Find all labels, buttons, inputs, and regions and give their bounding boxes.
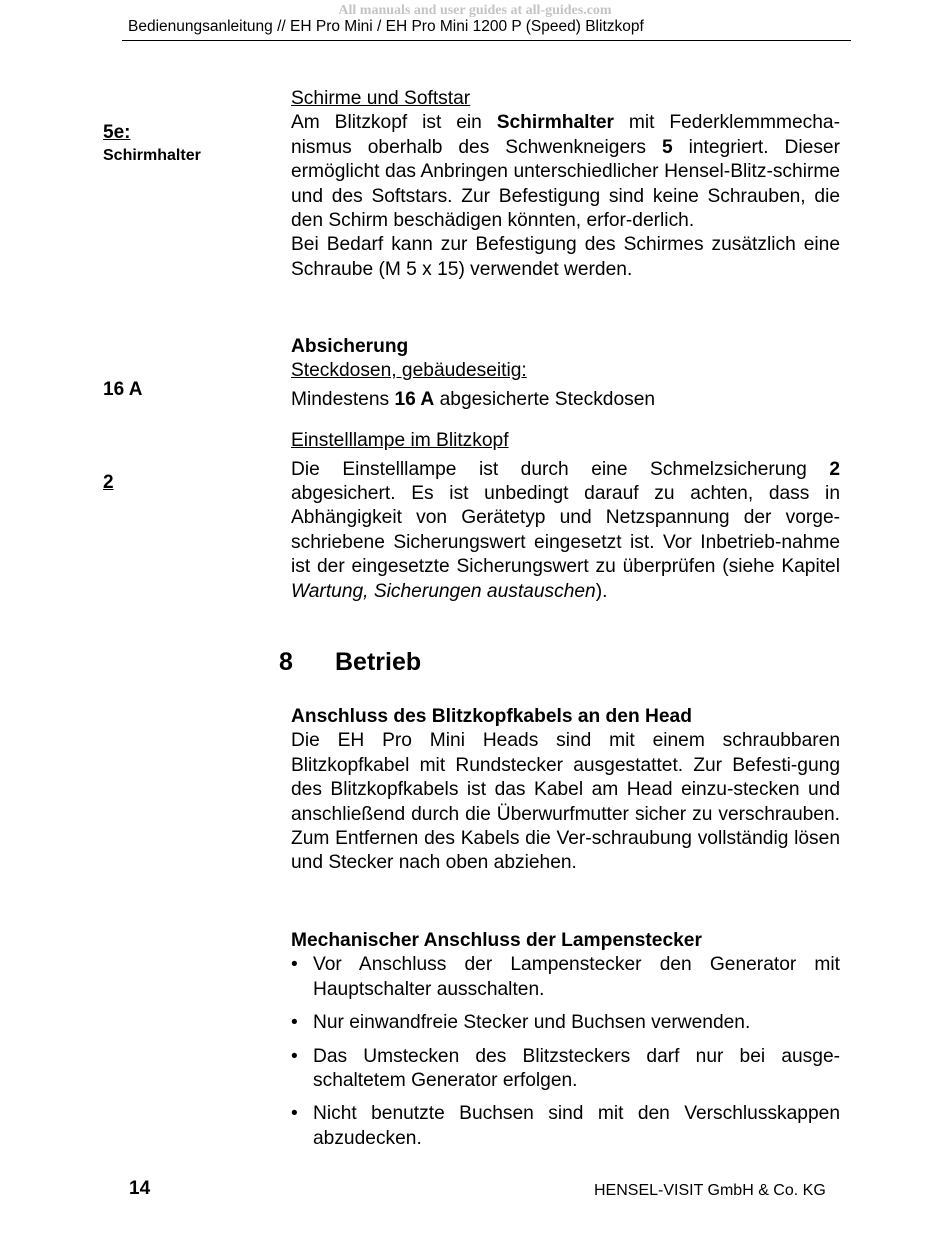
section-mechanisch [291, 929, 840, 1151]
chapter-number: 8 [279, 648, 293, 676]
section-absicherung [291, 335, 840, 604]
text-run: Mindestens [291, 388, 395, 410]
chapter-title: Betrieb [335, 648, 422, 676]
bold-16a: 16 A [394, 388, 435, 410]
section-schirme [291, 87, 840, 282]
mechanisch-list [291, 953, 840, 1151]
bullet-icon: • [291, 1012, 298, 1034]
text-run: Die Einstelllampe ist durch eine Schmelzsicherung [291, 458, 830, 480]
header-text: Bedienungsanleitung // EH Pro Mini / EH Pro Mini 1200 P (Speed) Blitzkopf [128, 18, 644, 35]
page-header [122, 16, 851, 41]
watermark: All manuals and user guides at all-guides.com [338, 3, 612, 18]
list-item-text: Nicht benutzte Buchsen sind mit den Verschlusskappen abzudecken. [313, 1103, 840, 1149]
text-run: abgesicherte Steckdosen [434, 388, 656, 410]
text-run: Am Blitzkopf ist ein [291, 112, 497, 134]
list-item [291, 1102, 840, 1151]
schirme-paragraph-1 [291, 111, 840, 233]
bullet-icon: • [291, 954, 298, 976]
absicherung-paragraph-2 [291, 458, 840, 604]
page-number: 14 [129, 1178, 151, 1199]
text-run: ). [595, 580, 608, 602]
chapter-heading [279, 648, 421, 677]
bold-ref-5: 5 [661, 136, 673, 158]
anschluss-heading: Anschluss des Blitzkopfkabels an den Head [291, 706, 692, 727]
absicherung-sub-steckdosen: Steckdosen, gebäudeseitig: [291, 360, 527, 382]
text-run: mit Federklemmmecha-nismus oberhalb des Schwenkneigers [291, 112, 840, 158]
text-run: abgesichert. Es ist unbedingt darauf zu achten, dass in Abhängigkeit von Gerätetyp und Netzspannung der vorge-schriebene Sicherungswert eingesetzt ist. Vor Inbetrieb-nahme ist der eingesetzte Sicherungswert zu überprüfen (siehe Kapitel [291, 483, 840, 578]
italic-chapter-ref: Wartung, Sicherungen austauschen [291, 580, 596, 602]
absicherung-paragraph-1 [291, 388, 840, 412]
list-item [291, 1011, 840, 1035]
anschluss-paragraph: Die EH Pro Mini Heads sind mit einem schraubbaren Blitzkopfkabel mit Rundstecker ausgestattet. Zur Befesti-gung des Blitzkopfkabels ist das Kabel am Head einzu-stecken und anschließend durch die Überwurfmutter sicher zu verschrauben. Zum Entfernen des Kabels die Ver-schraubung vollständig lösen und Stecker nach oben abziehen. [291, 730, 840, 874]
section-anschluss [291, 705, 840, 876]
list-item-text: Das Umstecken des Blitzsteckers darf nur bei ausge-schaltetem Generator erfolgen. [313, 1045, 840, 1092]
list-item-text: Nur einwandfreie Stecker und Buchsen verwenden. [313, 1012, 751, 1034]
list-item [291, 953, 840, 1002]
list-item [291, 1045, 840, 1094]
list-item-text: Vor Anschluss der Lampenstecker den Generator mit Hauptschalter ausschalten. [313, 954, 840, 1000]
schirme-heading: Schirme und Softstar [291, 88, 471, 109]
mechanisch-heading: Mechanischer Anschluss der Lampenstecker [291, 930, 702, 951]
bullet-icon: • [291, 1045, 298, 1067]
absicherung-heading: Absicherung [291, 336, 409, 357]
margin-16a: 16 A [103, 379, 143, 400]
absicherung-sub-einstelllampe: Einstelllampe im Blitzkopf [291, 430, 509, 452]
margin-ref-5e: 5e: [103, 122, 131, 143]
footer-company: HENSEL-VISIT GmbH & Co. KG [594, 1182, 826, 1199]
text-run: integriert. Dieser ermöglicht das Anbringen unterschiedlicher Hensel-Blitz-schirme und des Softstars. Zur Befestigung sind keine Schrauben, die den Schirm beschädigen könnten, erfor-derlich. [291, 136, 840, 232]
bold-ref-2: 2 [829, 458, 840, 480]
margin-schirmhalter: Schirmhalter [103, 147, 201, 164]
margin-fuse-2: 2 [103, 472, 114, 493]
bold-term-schirmhalter: Schirmhalter [496, 112, 615, 134]
bullet-icon: • [291, 1103, 298, 1125]
schirme-paragraph-2: Bei Bedarf kann zur Befestigung des Schirmes zusätzlich eine Schraube (M 5 x 15) verwendet werden. [291, 234, 840, 280]
